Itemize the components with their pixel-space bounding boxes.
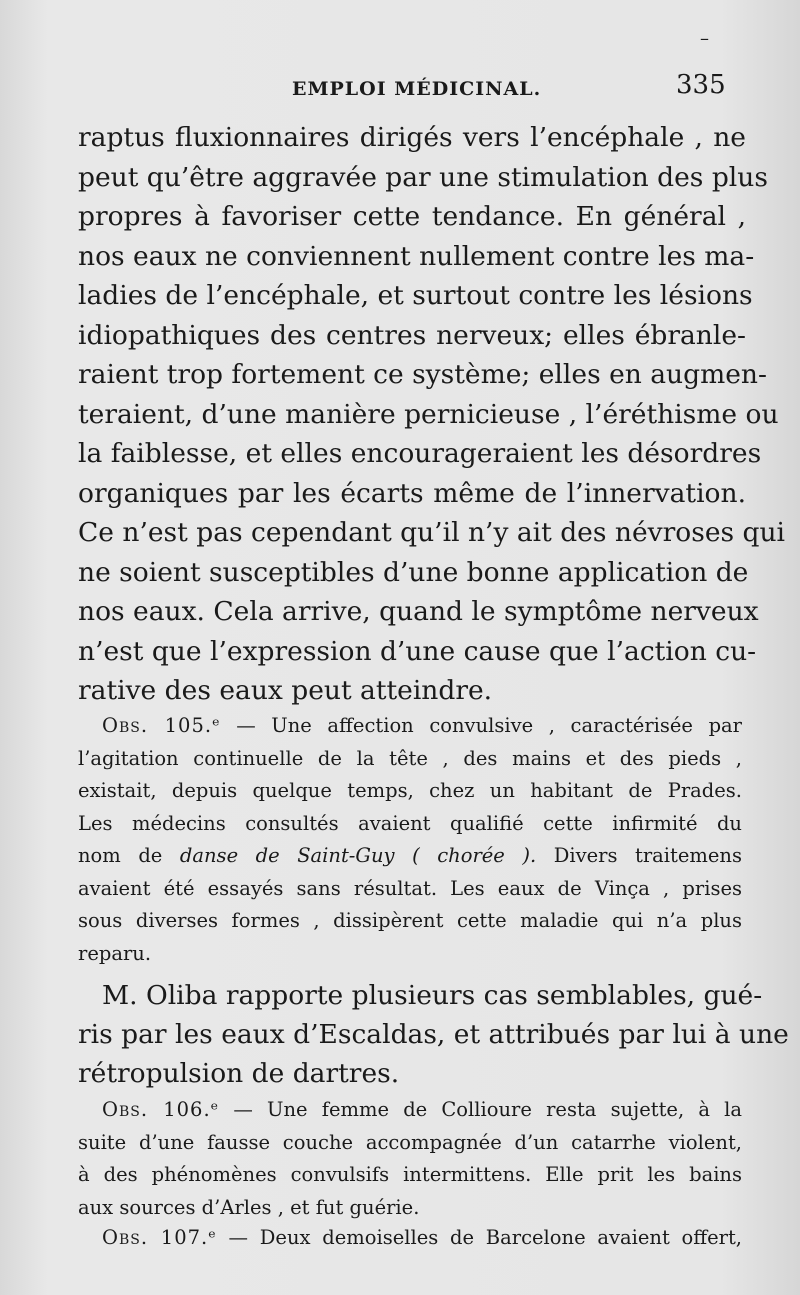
text-line: reparu.: [78, 941, 152, 965]
text-line: rétropulsion de dartres.: [78, 1058, 400, 1089]
text-line: — Une affection convulsive , caractérisée par: [236, 714, 742, 737]
obs-first-line: [78, 710, 742, 743]
observation-105: [78, 710, 742, 970]
text-line: — Une femme de Collioure resta sujette, à la: [233, 1098, 742, 1121]
text-line: n’est que l’expression d’une cause que l’action cu-: [78, 635, 757, 667]
obs-label: Obs. 107.ᵉ: [102, 1226, 217, 1249]
text-line: raient trop fortement ce système; elles en augmen-: [78, 359, 767, 390]
text-line: à des phénomènes convulsifs intermittens. Elle prit les bains: [78, 1163, 742, 1186]
obs-first-line: [78, 1222, 742, 1255]
paragraph-nervous-diseases: [78, 118, 786, 711]
italic-disease-name: danse de Saint-Guy ( chorée ).: [179, 844, 537, 867]
text-line: propres à favoriser cette tendance. En général ,: [78, 201, 746, 232]
observation-106: [78, 1094, 742, 1224]
text-line: la faiblesse, et elles encourageraient les désordres: [78, 438, 762, 469]
text-line: suite d’une fausse couche accompagnée d’un catarrhe violent,: [78, 1130, 742, 1154]
text-line: — Deux demoiselles de Barcelone avaient offert,: [228, 1226, 743, 1249]
text-line: teraient, d’une manière pernicieuse , l’éréthisme ou: [78, 398, 779, 430]
text-line: peut qu’être aggravée par une stimulation des plus: [78, 161, 768, 193]
text-line-with-italic: [78, 840, 742, 873]
text-line: nos eaux. Cela arrive, quand le symptôme nerveux: [78, 596, 759, 627]
text-line: aux sources d’Arles , et fut guérie.: [78, 1195, 420, 1219]
text-line: raptus fluxionnaires dirigés vers l’encéphale , ne: [78, 122, 746, 153]
obs-label: Obs. 106.ᵉ: [102, 1098, 220, 1121]
text-line: nos eaux ne conviennent nullement contre les ma-: [78, 240, 755, 272]
running-head: EMPLOI MÉDICINAL.: [292, 78, 542, 100]
paragraph-oliba: [78, 976, 789, 1093]
text-line: ne soient susceptibles d’une bonne application de: [78, 556, 749, 588]
text-line: M. Oliba rapporte plusieurs cas semblables, gué-: [102, 980, 763, 1011]
top-dash: –: [700, 28, 709, 49]
text-line: organiques par les écarts même de l’innervation.: [78, 477, 746, 509]
text-line: Les médecins consultés avaient qualifié cette infirmité du: [78, 811, 742, 835]
obs-first-line: [78, 1094, 742, 1127]
text-line: Ce n’est pas cependant qu’il n’y ait des névroses qui: [78, 517, 786, 548]
text-line: existait, depuis quelque temps, chez un habitant de Prades.: [78, 779, 742, 802]
text-line: rative des eaux peut atteindre.: [78, 675, 493, 706]
text-line: ris par les eaux d’Escaldas, et attribués par lui à une: [78, 1019, 789, 1050]
text-line: sous diverses formes , dissipèrent cette maladie qui n’a plus: [78, 909, 742, 932]
text-line: idiopathiques des centres nerveux; elles ébranle-: [78, 319, 746, 351]
obs-label: Obs. 105.ᵉ: [102, 714, 221, 737]
observation-107: [78, 1222, 742, 1255]
text-line: ladies de l’encéphale, et surtout contre les lésions: [78, 280, 753, 311]
text-line: l’agitation continuelle de la tête , des mains et des pieds ,: [78, 746, 742, 770]
page-number: 335: [676, 70, 726, 100]
text-fragment: Divers traitemens: [536, 844, 742, 867]
text-fragment: nom de: [78, 844, 180, 867]
text-line: avaient été essayés sans résultat. Les eaux de Vinça , prises: [78, 876, 742, 900]
